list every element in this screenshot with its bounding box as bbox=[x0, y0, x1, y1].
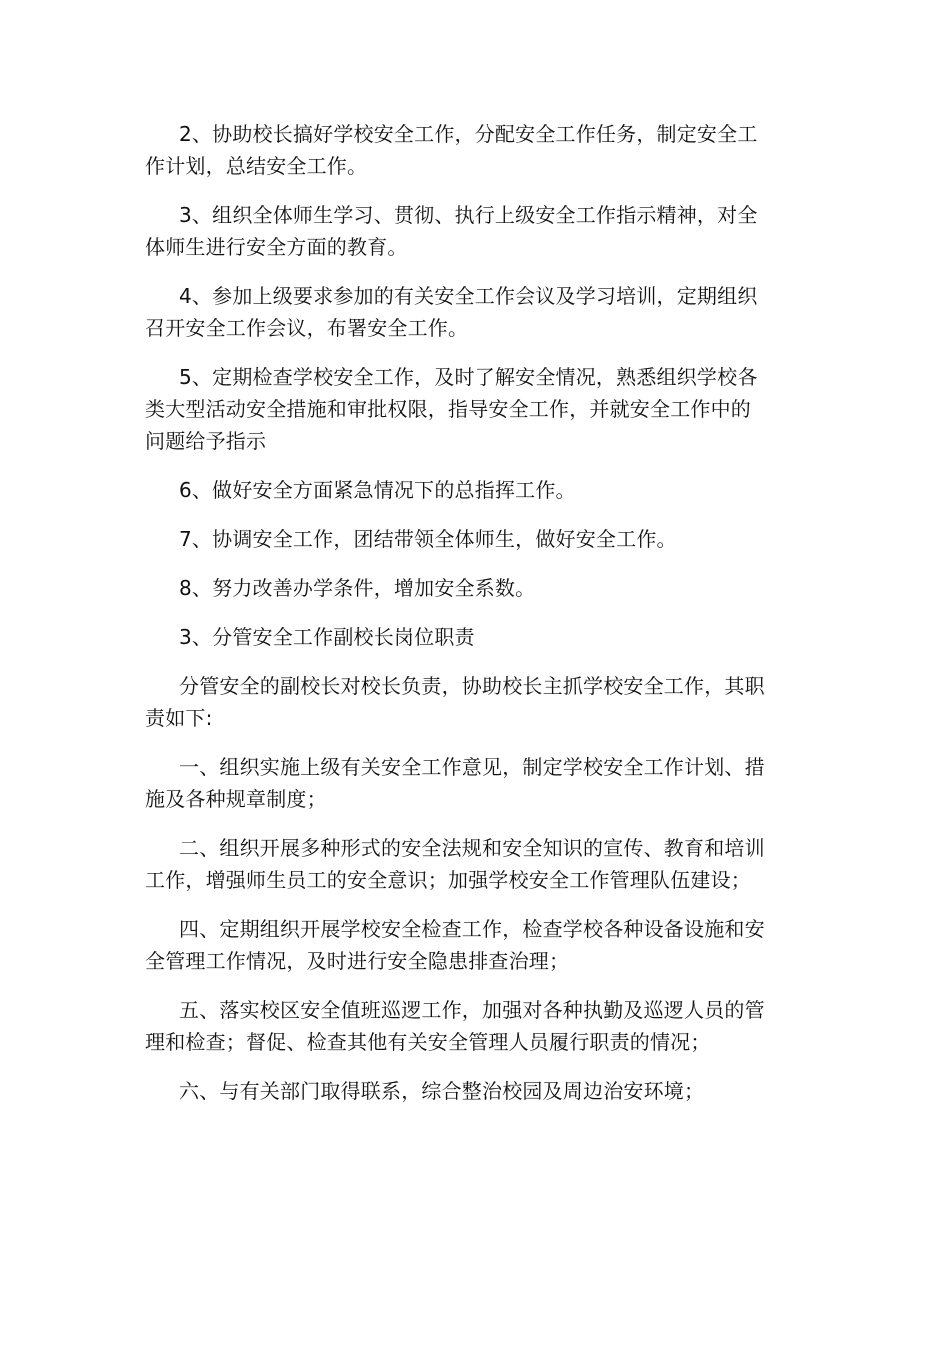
paragraph-item-4: 4、参加上级要求参加的有关安全工作会议及学习培训，定期组织召开安全工作会议，布署安全工作。 bbox=[145, 284, 758, 340]
section-heading: 3、分管安全工作副校长岗位职责 bbox=[179, 625, 475, 649]
duty-item-5: 五、落实校区安全值班巡逻工作，加强对各种执勤及巡逻人员的管理和检查；督促、检查其他有关安全管理人员履行职责的情况； bbox=[145, 998, 765, 1054]
paragraph-item-2: 2、协助校长搞好学校安全工作，分配安全工作任务，制定安全工作计划，总结安全工作。 bbox=[145, 122, 758, 178]
document-body bbox=[145, 118, 770, 1124]
section-intro: 分管安全的副校长对校长负责，协助校长主抓学校安全工作，其职责如下: bbox=[145, 674, 765, 730]
paragraph-item-6: 6、做好安全方面紧急情况下的总指挥工作。 bbox=[179, 478, 576, 502]
paragraph-item-5: 5、定期检查学校安全工作，及时了解安全情况，熟悉组织学校各类大型活动安全措施和审批权限，指导安全工作，并就安全工作中的问题给予指示 bbox=[145, 365, 758, 453]
duty-item-6: 六、与有关部门取得联系，综合整治校园及周边治安环境； bbox=[179, 1079, 705, 1103]
duty-item-1: 一、组织实施上级有关安全工作意见，制定学校安全工作计划、措施及各种规章制度； bbox=[145, 755, 765, 811]
duty-item-4: 四、定期组织开展学校安全检查工作，检查学校各种设备设施和安全管理工作情况，及时进行安全隐患排查治理； bbox=[145, 917, 765, 973]
duty-item-2: 二、组织开展多种形式的安全法规和安全知识的宣传、教育和培训工作，增强师生员工的安全意识；加强学校安全工作管理队伍建设； bbox=[145, 836, 765, 892]
paragraph-item-3: 3、组织全体师生学习、贯彻、执行上级安全工作指示精神，对全体师生进行安全方面的教育。 bbox=[145, 203, 758, 259]
paragraph-item-8: 8、努力改善办学条件，增加安全系数。 bbox=[179, 576, 536, 600]
paragraph-item-7: 7、协调安全工作，团结带领全体师生，做好安全工作。 bbox=[179, 527, 677, 551]
